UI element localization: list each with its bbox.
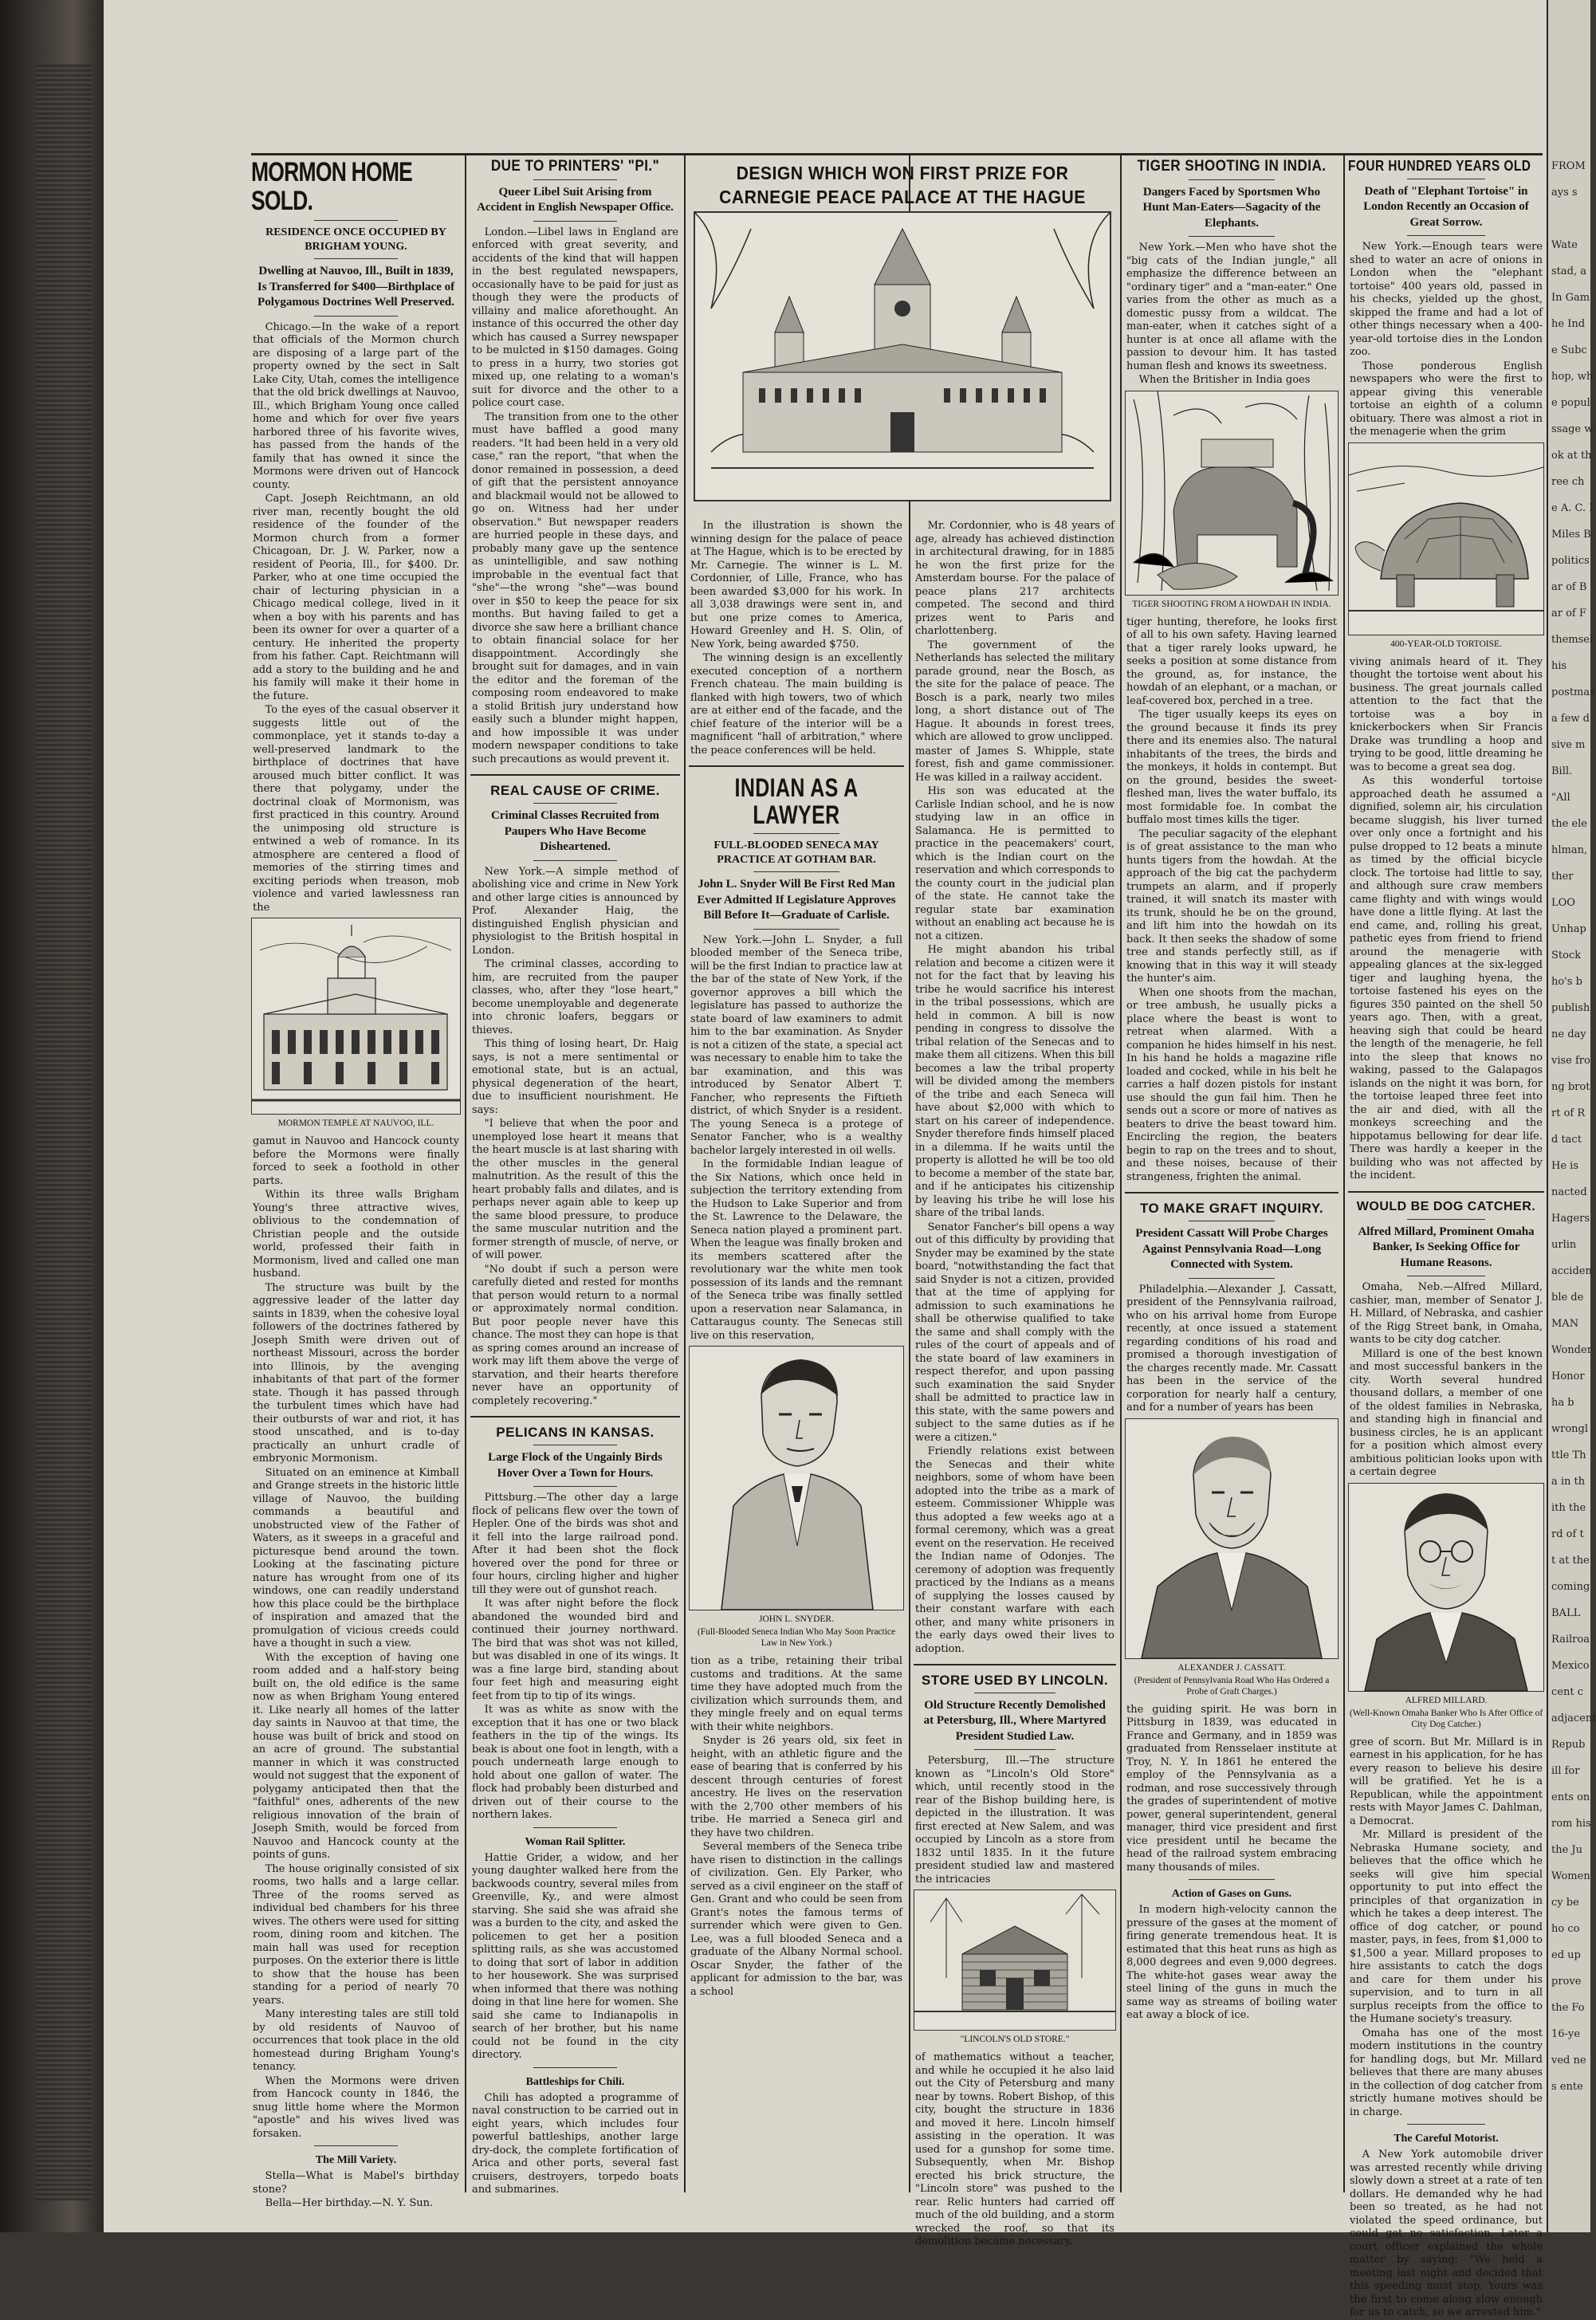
paragraph: In modern high-velocity cannon the pressure of the gases at the moment of firing generate tremendous heat. It is estimated that this heat runs as high as 8,000 degrees and even 9,000 degrees. The white-hot gases wear away the steel lining of the guns in much the same way as streams of boiling water eat away a block of ice. bbox=[1126, 1904, 1337, 2022]
tortoise-illustration bbox=[1348, 442, 1544, 635]
paragraph: Pittsburg.—The other day a large flock of pelicans flew over the town of Hepler. One of the birds was shot and it fell into the large railroad pond. After it had been shot the flock hovered over the pond for three or four hours, circling higher and higher till they were out of gunshot reach. bbox=[472, 1492, 678, 1596]
paragraph: Philadelphia.—Alexander J. Cassatt, president of the Pennsylvania railroad, who on his arrival home from Europe recently, at once issued a statement regarding conditions of his road and promised a thorough investigation of the charges recently made. Mr. Cassatt has been in the service of the corporation for nearly half a century, and for a number of years has been bbox=[1126, 1283, 1337, 1414]
caption-millard-detail: (Well-Known Omaha Banker Who Is After Office of City Dog Catcher.) bbox=[1349, 1708, 1543, 1729]
paragraph: Bella—Her birthday.—N. Y. Sun. bbox=[265, 2197, 434, 2210]
paragraph: The transition from one to the other must have baffled a good many readers. "It had been held in a very old case," ran the report, "that when the donor remained in possession, a deed of gift that the persistent annoyance and blackmail would not be allowed to go on. Witness had her under observation." But newspaper readers are hurried people in these days, and probably many gave up the sentence as unintelligible, and saw nothing improbable in the eventual fact that "she"—the wrong "she"—was bound over in $50 to keep the peace for six months. But having failed to get a divorce she saw here a brilliant chance to obtain financial solace for her disappointment. Accordingly she brought suit for damages, and in vain the editor and the foreman of the composing room endeavored to make a stolid British jury understand how easily such a blunder might happen, and how impossible it was under modern newspaper conditions to take such precautions as would prevent it. bbox=[472, 411, 678, 765]
cassatt-portrait bbox=[1125, 1418, 1339, 1659]
paragraph: Chicago.—In the wake of a report that officials of the Mormon church are disposing of a large part of the property owned by the sect in Salt Lake City, Utah, comes the intelligence that the old brick dwellings at Nauvoo, Ill., which Brigham Young once called home and which for over five years harbored three of his favorite wives, has passed from the hands of the family that has owned it since the Mormons were driven out of Hancock county. bbox=[253, 320, 459, 491]
paragraph: London.—Libel laws in England are enforced with great severity, and accidents of the kind that will happen in the best regulated newspapers, occasionally have to be paid for just as though they were the products of villainy and malice aforethought. An instance of this occurred the other day which has caused a Surrey newspaper to be mulcted in $150 damages. Going to press in a hurry, two stories got mixed up, one relating to a woman's suit for divorce and the other to a police court case. bbox=[472, 226, 678, 410]
paragraph: When the Britisher in India goes bbox=[1138, 374, 1311, 387]
paragraph: Chili has adopted a programme of naval construction to be carried out in eight years, which includes four powerful battleships, another large dry-dock, the complete fortification of Arica and other ports, several fast cruisers, destroyers, torpedo boats and submarines. bbox=[472, 2091, 678, 2196]
adjacent-page-text-fragment: 16-ye bbox=[1551, 2028, 1580, 2040]
adjacent-page-text-fragment: politics bbox=[1551, 555, 1590, 567]
adjacent-page-text-fragment: FROM bbox=[1551, 160, 1586, 172]
adjacent-page-text-fragment: ok at th bbox=[1551, 450, 1592, 462]
paragraph: Millard is one of the best known and most successful bankers in the city. Worth several hundred thousand dollars, a member of one of the oldest families in Nebraska, and standing high in financial and business circles, he is an applicant for a position which almost every ambitious politician looks upon with a certain degree bbox=[1350, 1347, 1543, 1479]
paragraph: A New York automobile driver was arrested recently while driving slowly down a street at a rate of ten dollars. He demanded why he had been so treated, as he had not violated the speed ordinance, but could get no satisfaction. Later a court officer explained the whole matter by saying: "We held a meeting last night and decided that this speeding must stop. Yours was the first to come along slow enough for us to catch, so we arrested him." bbox=[1350, 2149, 1543, 2319]
column-tortoise bbox=[1348, 155, 1544, 2319]
headline-real-cause-of-crime: REAL CAUSE OF CRIME. bbox=[490, 783, 660, 799]
adjacent-page-text-fragment: rd of t bbox=[1551, 1528, 1584, 1540]
deck-tortoise: Death of "Elephant Tortoise" in London Recently an Occasion of Great Sorrow. bbox=[1363, 184, 1529, 229]
headline-dog-catcher: WOULD BE DOG CATCHER. bbox=[1356, 1199, 1536, 1213]
column-rule bbox=[1120, 155, 1122, 2192]
caption-lincoln-store: "LINCOLN'S OLD STORE." bbox=[960, 2035, 1070, 2045]
paragraph: Within its three walls Brigham Young's three attractive wives, oblivious to the condemnation of Christian people and the outside world, professed their faith in Mormonism, lived and called one man husband. bbox=[253, 1189, 459, 1280]
paragraph: Hattie Grider, a widow, and her young daughter walked here from the backwoods country, several miles from Greenville, Ky., and were almost starving. She said she was afraid she was a burden to the city, and asked the policemen to get her a position splitting rails, as she was accustomed to doing that sort of labor in addition to her housework. She was surprised when informed that there was nothing doing in that line here for women. She said she came to Indianapolis in search of her brother, but his name could not be found in the city directory. bbox=[472, 1851, 678, 2062]
paragraph: viving animals heard of it. They thought the tortoise went about his business. The great journals called attention to the fact that the tortoise was a boy in knickerbockers when Sir Francis Drake was trundling a hoop and trying to be good, little dreaming he was to become a great sea dog. bbox=[1350, 655, 1543, 773]
paragraph: gree of scorn. But Mr. Millard is in earnest in his application, for he has every reason to believe his desire will be gratified. Yet he is a Republican, while the appointment rests with Mayor James C. Dahlman, a Democrat. bbox=[1350, 1736, 1543, 1827]
adjacent-page-text-fragment: the ele bbox=[1551, 818, 1587, 830]
deck-graft-inquiry: President Cassatt Will Probe Charges Against Pennsylvania Road—Long Connected with System. bbox=[1135, 1227, 1328, 1272]
paragraph: Snyder is 26 years old, six feet in height, with an athletic figure and the ease of bearing that is conferred by his descent through centuries of forest ancestry. He lives on the reservation with the 2,700 other members of his tribe. He married a Seneca girl and they have two children. bbox=[690, 1735, 902, 1839]
binding-stitching bbox=[36, 64, 92, 2200]
adjacent-page-text-fragment: ar of B bbox=[1551, 581, 1587, 593]
adjacent-page-text-fragment: Mexico bbox=[1551, 1660, 1590, 1672]
deck-indian-lawyer: FULL-BLOODED SENECA MAY PRACTICE AT GOTHAM BAR. bbox=[713, 840, 879, 866]
john-snyder-portrait bbox=[689, 1346, 904, 1610]
adjacent-page-text-fragment: prove bbox=[1551, 1976, 1582, 1988]
adjacent-page-text-fragment: ho co bbox=[1551, 1923, 1580, 1935]
column-rule bbox=[684, 155, 686, 2192]
carnegie-peace-palace-feature bbox=[689, 155, 1116, 490]
paragraph: New York.—A simple method of abolishing vice and crime in New York and other large cities is announced by Prof. Alexander Haig, the distinguished English physician and physiologist to the British hospital in London. bbox=[472, 865, 678, 957]
headline-pelicans-in-kansas: PELICANS IN KANSAS. bbox=[496, 1425, 655, 1441]
paragraph: He might abandon his tribal relation and become a citizen were it not for the fact that by leaving his tribe he would sacrifice his interest in the tribal possessions, which are held in common. A bill is now pending in congress to dissolve the tribal relation of the Senecas and to make them all citizens. When this bill becomes a law the tribal property will be divided among the members of the tribe and each Seneca will have about $2,000 with which to start on his career of independence. Snyder therefore finds himself placed in a dilemma. If he waits until the property is allotted he will be too old to become a member of the state bar, and if he anticipates his citizenship by leaving his tribe he will lose his share of the tribal lands. bbox=[915, 944, 1114, 1219]
paragraph: In the illustration is shown the winning design for the palace of peace at The Hague, which is to be erected by Mr. Carnegie. The winner is L. M. Cordonnier, of Lille, France, who has been awarded $3,000 for his work. In all 3,038 drawings were sent in, and but one prize comes to America, Howard Greenley and H. S. Olin, of New York, being awarded $750. bbox=[690, 520, 902, 651]
column-printers-pi bbox=[470, 155, 680, 2196]
paragraph: The government of the Netherlands has selected the military parade ground, near the Bosch, as the site for the palace of peace. The Bosch is a park, nearly two miles long, a short distance out of The Hague. It abounds in forest trees, which are allowed to grow unclipped. bbox=[915, 639, 1114, 743]
deck-dog-catcher: Alfred Millard, Prominent Omaha Banker, Is Seeking Office for Humane Reasons. bbox=[1358, 1225, 1535, 1269]
subdeck-mormon-home: Dwelling at Nauvoo, Ill., Built in 1839, Is Transferred for $400—Birthplace of Polygamous Doctrines Well Preserved. bbox=[257, 265, 455, 309]
adjacent-page-text-fragment: Repub bbox=[1551, 1739, 1586, 1751]
paragraph: The peculiar sagacity of the elephant is of great assistance to the man who hunts tigers from the howdah. At the approach of the big cat the pachyderm trumpets an alarm, and if properly trained, it will snatch its master with its trunk, should he be on the ground, and lift him into the howdah on its back. It then seeks the shadow of some tree and stands perfectly still, as if knowing that in this way it will steady the hunter's aim. bbox=[1126, 828, 1337, 985]
adjacent-page-text-fragment: ar of F bbox=[1551, 608, 1586, 619]
paragraph: To the eyes of the casual observer it suggests little out of the commonplace, yet it stands to-day a well-preserved landmark to the birthplace of doctrines that have aroused much bitter conflict. It was there that polygamy, under the doctrinal cloak of Mormonism, was first practiced in this country. Around the unimposing old structure is entwined a web of romance. In its atmosphere are centered a flood of memories of the stirring times and exciting periods when treason, mob violence and varied lawlessness ran the bbox=[253, 704, 459, 914]
adjacent-page-text-fragment: Women bbox=[1551, 1870, 1590, 1882]
caption-john-snyder-detail: (Full-Blooded Seneca Indian Who May Soon Practice Law in New York.) bbox=[697, 1627, 896, 1649]
tiger-hunt-illustration bbox=[1125, 391, 1339, 596]
column-rule bbox=[1343, 155, 1345, 2192]
caption-cassatt-detail: (President of Pennsylvania Road Who Has Ordered a Probe of Graft Charges.) bbox=[1134, 1675, 1330, 1697]
adjacent-page-text-fragment: vise fro bbox=[1551, 1055, 1590, 1067]
paragraph: This thing of losing heart, Dr. Haig says, is not a mere sentimental or emotional state, but is an actual, physical degeneration of the heart, due to insufficient nourishment. He says: bbox=[472, 1038, 678, 1116]
paragraph: of mathematics without a teacher, and while he occupied it he also laid out the City of Petersburg and many near by towns. Robert Bishop, of this city, bought the structure in 1836 and moved it here. Lincoln himself assisting in the operation. It was used for a gunshop for some time. Subsequently, when Mr. Bishop erected his brick structure, the "Lincoln store" was pushed to the rear. Relic hunters had carried off much of the old building, and a storm wrecked the roof, so that its demolition became necessary. bbox=[915, 2051, 1114, 2248]
caption-tiger-howdah: TIGER SHOOTING FROM A HOWDAH IN INDIA. bbox=[1132, 599, 1331, 609]
deck-tiger-shooting: Dangers Faced by Sportsmen Who Hunt Man-Eaters—Sagacity of the Elephants. bbox=[1142, 185, 1321, 230]
paragraph: New York.—Men who have shot the "big cats of the Indian jungle," all emphasize the difference between an "ordinary tiger" and a "man-eater." One varies from the other as much as a domestic pussy from a wildcat. The man-eater, when it catches sight of a hunter is at once all aflame with the passion to devour him. It has tasted human flesh and knows its sweetness. bbox=[1126, 242, 1337, 372]
adjacent-page-text-fragment: Honor bbox=[1551, 1370, 1585, 1382]
adjacent-page-text-fragment: ill for bbox=[1551, 1765, 1580, 1777]
paragraph: It was as white as snow with the exception that it has one or two black feathers in the tip of the wings. Its beak is about one foot in length, with a pouch underneath large enough to hold about one gallon of water. The flock had probably been disturbed and driven out of their course to the northern lakes. bbox=[472, 1704, 678, 1822]
paragraph: With the exception of having one room added and a half-story being built on, the old edifice is the same now as when Brigham Young entered it. Like nearly all homes of the latter day saints in Nauvoo at that time, the house was built of brick and stood on an acre of ground. The substantial manner in which it was constructed would not suggest that the exponent of polygamy anticipated then that the "faithful" ones, adherents of the new religious innovation of the brain of Joseph Smith, would be forced from Nauvoo and Hancock county at the points of guns. bbox=[253, 1651, 459, 1862]
paragraph: tiger hunting, therefore, he looks first of all to his own safety. Having learned that a tiger rarely looks upward, he seeks a position at some distance from the ground, as, for instance, the howdah of an elephant, or a machan, or leaf-covered box, perched in a tree. bbox=[1126, 615, 1337, 707]
headline-careful-motorist: The Careful Motorist. bbox=[1394, 2133, 1499, 2145]
adjacent-page-text-fragment: Railroa bbox=[1551, 1634, 1590, 1646]
adjacent-page-text-fragment: ents on bbox=[1551, 1791, 1590, 1803]
deck-printers-pi: Queer Libel Suit Arising from Accident in English Newspaper Office. bbox=[477, 185, 674, 214]
adjacent-page-text-fragment: "All bbox=[1551, 792, 1570, 804]
adjacent-page-text-fragment: ith the bbox=[1551, 1502, 1586, 1514]
adjacent-page-text-fragment: ved ne bbox=[1551, 2055, 1586, 2066]
headline-store-used-by-lincoln: STORE USED BY LINCOLN. bbox=[921, 1673, 1109, 1688]
adjacent-page-text-fragment: he Ind bbox=[1551, 318, 1586, 330]
adjacent-page-text-fragment: ng brot bbox=[1551, 1081, 1590, 1093]
deck-lincoln-store: Old Structure Recently Demolished at Petersburg, Ill., Where Martyred President Studied Law. bbox=[923, 1698, 1107, 1743]
adjacent-page-text-fragment: e A. C. I bbox=[1551, 502, 1594, 514]
paragraph: The tiger usually keeps its eyes on the ground because it finds its prey there and its enemies also. The natural inhabitants of the trees, the birds and the monkeys, it holds in contempt. But on the ground, besides the sweet-fleshed man, lives the water buffalo, its most formidable foe. In combat the buffalo most times kills the tiger. bbox=[1126, 709, 1337, 827]
adjacent-page-text-fragment: BALL bbox=[1551, 1607, 1581, 1619]
headline-woman-rail-splitter: Woman Rail Splitter. bbox=[525, 1835, 626, 1848]
peace-palace-illustration bbox=[694, 211, 1111, 501]
headline-printers-pi: DUE TO PRINTERS' "PI." bbox=[490, 158, 660, 175]
adjacent-page-text-fragment: He is bbox=[1551, 1160, 1578, 1172]
paragraph: Stella—What is Mabel's birthday stone? bbox=[253, 2170, 459, 2196]
paragraph: Mr. Cordonnier, who is 48 years of age, already has achieved distinction in architectural drawing, for in 1885 he won the first prize for the Amsterdam bourse. For the palace of peace plans 217 architects competed. The second and third prizes went to Paris and charlottenberg. bbox=[915, 520, 1114, 637]
headline-tiger-shooting: TIGER SHOOTING IN INDIA. bbox=[1137, 158, 1327, 175]
deck-pelicans: Large Flock of the Ungainly Birds Hover Over a Town for Hours. bbox=[488, 1451, 662, 1480]
paragraph: Omaha has one of the most modern institutions in the country for handling dogs, but Mr. Millard believes that there are many abuses in the collection of dog catcher from strictly humane motives should be in charge. bbox=[1350, 2027, 1543, 2118]
adjacent-page-text-fragment: Bill. bbox=[1551, 765, 1573, 777]
paragraph: Capt. Joseph Reichtmann, an old river man, recently bought the old residence of the founder of the Mormon church from a former Chicagoan, Dr. J. W. Parker, now a resident of Peoria, Ill., for $400. Dr. Parker, who at one time occupied the chair of lecturing physician in a Chicago medical college, lived in it when a boy with his parents and has been its owner for over a quarter of a century. He inherited the property from his father. Capt. Reichtmann will add a story to the building and he and his family will make it their home in the future. bbox=[253, 493, 459, 702]
paragraph: "No doubt if such a person were carefully dieted and rested for months that person would return to a normal or approximately normal condition. But poor people never have this chance. The most they can hope is that as spring comes around an increase of work may lift them above the verge of starvation, and their hearts therefore never have an opportunity of completely recovering." bbox=[472, 1263, 678, 1407]
adjacent-page-text-fragment: a in th bbox=[1551, 1476, 1586, 1488]
paragraph: master of James S. Whipple, state forest, fish and game commissioner. He was killed in a railway accident. bbox=[915, 745, 1114, 784]
caption-tortoise: 400-YEAR-OLD TORTOISE. bbox=[1390, 639, 1502, 649]
adjacent-page-text-fragment: a few d bbox=[1551, 713, 1590, 725]
paragraph: The structure was built by the aggressive leader of the latter day saints in 1839, when the cohesive loyal followers of the doctrines fathered by Joseph Smith were driven out of northeast Missouri, across the border into Illinois, by the avenging inhabitants of that part of the former state. Though it has passed through the turbulent times which have had their outbursts of war and riot, it has stood unscathed, and is to-day practically an unhurt cradle of embryonic Mormonism. bbox=[253, 1281, 459, 1465]
adjacent-page-text-fragment: LOO bbox=[1551, 897, 1575, 909]
column-rule bbox=[465, 155, 466, 2192]
adjacent-page-text-fragment: d tact bbox=[1551, 1134, 1582, 1146]
paragraph: Those ponderous English newspapers who were the first to appear giving this venerable tortoise an eighth of a column obituary. There was almost a riot in the menagerie when the grim bbox=[1350, 360, 1543, 438]
paragraph: the guiding spirit. He was born in Pittsburg in 1839, was educated in France and Germany, and in 1859 was graduated from Rensselaer institute at Troy, N. Y. In 1861 he entered the employ of the Pennsylvania as a rodman, and rose successively through the grades of superintendent of motive power, general superintendent, general manager, third vice president and first vice president until he became the head of the railroad system embracing many thousands of miles. bbox=[1126, 1703, 1337, 1874]
paragraph: His son was educated at the Carlisle Indian school, and he is now studying law in an office in Salamanca. He is permitted to practice in the peacemakers' court, which is the Indian court on the reservation and which corresponds to the county court in the judicial plan of the state. He cannot take the regular state bar examination without an enabling act because he is not a citizen. bbox=[915, 785, 1114, 942]
adjacent-page-text-fragment: ssage w bbox=[1551, 423, 1594, 435]
paragraph: It was after night before the flock abandoned the wounded bird and continued their journey northward. The bird that was shot was not killed, but was disabled in one of its wings. It was a fine large bird, standing about four feet high and measuring eight feet from tip to tip of its wings. bbox=[472, 1598, 678, 1702]
paragraph: gamut in Nauvoo and Hancock county before the Mormons were finally forced to seek a foothold in other parts. bbox=[253, 1135, 459, 1187]
caption-cassatt: ALEXANDER J. CASSATT. bbox=[1177, 1662, 1286, 1673]
column-mormon-home bbox=[251, 155, 461, 2210]
paragraph: When the Mormons were driven from Hancock county in 1846, the snug little home where the Mormon "apostle" and his wives lived was forsaken. bbox=[253, 2074, 459, 2140]
adjacent-page-text-fragment: adjacent bbox=[1551, 1712, 1596, 1724]
headline-action-of-gases: Action of Gases on Guns. bbox=[1171, 1888, 1292, 1901]
adjacent-page-text-fragment: postmas bbox=[1551, 686, 1595, 698]
adjacent-page-text-fragment: e popul bbox=[1551, 397, 1590, 409]
adjacent-page-text-fragment: hop, wh bbox=[1551, 371, 1594, 383]
column-indian-lawyer bbox=[689, 520, 904, 2192]
adjacent-page-text-fragment: Unhap bbox=[1551, 923, 1586, 935]
headline-mill-variety: The Mill Variety. bbox=[315, 2154, 397, 2167]
caption-john-snyder: JOHN L. SNYDER. bbox=[759, 1614, 834, 1625]
adjacent-page-text-fragment: ther bbox=[1551, 871, 1574, 883]
adjacent-page-text-fragment: wrongl bbox=[1551, 1423, 1589, 1435]
lincoln-store-illustration bbox=[914, 1889, 1116, 2031]
adjacent-page-text-fragment: ed up bbox=[1551, 1949, 1581, 1961]
headline-carnegie-1: DESIGN WHICH WON FIRST PRIZE FOR bbox=[736, 163, 1069, 183]
adjacent-page-text-fragment: Wate bbox=[1551, 239, 1578, 251]
adjacent-page-text-fragment: ble de bbox=[1551, 1292, 1584, 1304]
paragraph: tion as a tribe, retaining their tribal customs and traditions. At the same time they have adopted much from the civilization which surrounds them, and they mingle freely and on equal terms with their white neighbors. bbox=[690, 1655, 902, 1733]
adjacent-page-text-fragment: rt of R bbox=[1551, 1107, 1586, 1119]
column-tiger-shooting bbox=[1125, 155, 1339, 2192]
adjacent-page-text-fragment: In Gam bbox=[1551, 292, 1590, 304]
adjacent-page-text-fragment: acciden bbox=[1551, 1265, 1592, 1277]
headline-indian-as-a-lawyer: INDIAN AS A LAWYER bbox=[734, 773, 859, 829]
deck-real-cause: Criminal Classes Recruited from Paupers Who Have Become Disheartened. bbox=[491, 809, 659, 854]
adjacent-page-text-fragment: sive m bbox=[1551, 739, 1586, 751]
paragraph: Situated on an eminence at Kimball and Grange streets in the historic little village of Nauvoo, the building commands a beautiful and unobstructed view of the Father of Waters, as it sweeps in a graceful and picturesque bend around the town. Looking at the fascinating picture nature has wrought from one of its windows, one can readily understand how this place could be the birthplace of inspiration and amazed that the promulgation of vicious creeds could have a thought in such a view. bbox=[253, 1466, 459, 1650]
adjacent-page-text-fragment: cy be bbox=[1551, 1897, 1579, 1909]
adjacent-page-text-fragment: ttle Th bbox=[1551, 1449, 1586, 1461]
adjacent-page-edge bbox=[1547, 0, 1596, 2232]
paragraph: When one shoots from the machan, or tree ambush, he usually picks a place where the beast is wont to retreat when alarmed. With a companion he hides himself in his nest. In his hand he holds a magazine rifle loaded and cocked, while in his belt he carries a half dozen pistols for instant use should the gun fail him. Then he sends out a score or more of natives as beaters to drive the beast toward him. Encircling the region, the beaters begin to rap on the trees and to shout, and these noises, because of their strangeness, frighten the animal. bbox=[1126, 986, 1337, 1183]
adjacent-page-text-fragment: e Subc bbox=[1551, 344, 1587, 356]
article-body bbox=[253, 321, 459, 915]
adjacent-page-text-fragment: the Fo bbox=[1551, 2002, 1585, 2014]
adjacent-page-text-fragment: the Ju bbox=[1551, 1844, 1583, 1856]
paragraph: Petersburg, Ill.—The structure known as "Lincoln's Old Store" which, until recently stood in the rear of the Bishop building here, is depicted in the illustration. It was first erected at New Salem, and was occupied by Lincoln as a store from 1832 until 1835. In it the future president studied law and mastered the intricacies bbox=[915, 1755, 1114, 1885]
column-lincoln-store bbox=[914, 520, 1116, 2248]
adjacent-page-text-fragment: nacted bbox=[1551, 1186, 1587, 1198]
caption-mormon-temple: MORMON TEMPLE AT NAUVOO, ILL. bbox=[277, 1119, 434, 1129]
adjacent-page-text-fragment: ho's b bbox=[1551, 976, 1582, 988]
adjacent-page-text-fragment: ree ch bbox=[1551, 476, 1585, 488]
paragraph: Friendly relations exist between the Senecas and their white neighbors, some of whom have been adopted into the tribe as a mark of esteem. Commissioner Whipple was thus adopted a few weeks ago at a formal ceremony, which was a great event on the reservation. He received the Indian name of Odonjes. The ceremony of adoption was frequently practiced by the Indians as a means of supplying the losses caused by their constant warfare with each other, and many white prisoners in the early days owed their lives to adoption. bbox=[915, 1445, 1114, 1655]
adjacent-page-text-fragment: ha b bbox=[1551, 1397, 1574, 1409]
adjacent-page-text-fragment: Hagers bbox=[1551, 1213, 1590, 1225]
adjacent-page-text-fragment: cent c bbox=[1551, 1686, 1583, 1698]
adjacent-page-text-fragment: t at the bbox=[1551, 1555, 1590, 1567]
paragraph: The winning design is an excellently executed conception of a northern French chateau. The main building is flanked with high towers, two of which are at either end of the facade, and the chief feature of the interior will be a magnificent "hall of arbitration," where the peace conferences will be held. bbox=[690, 652, 902, 757]
adjacent-page-text-fragment: stad, a bbox=[1551, 265, 1586, 277]
article-body-continued bbox=[253, 1135, 459, 2141]
caption-millard: ALFRED MILLARD. bbox=[1405, 1695, 1488, 1705]
adjacent-page-text-fragment: hlman, bbox=[1551, 844, 1588, 856]
adjacent-page-text-fragment: Stock bbox=[1551, 950, 1582, 961]
adjacent-page-text-fragment: rom his bbox=[1551, 1818, 1591, 1830]
book-binding bbox=[0, 0, 104, 2232]
paragraph: In the formidable Indian league of the Six Nations, which once held in subjection the territory extending from the Hudson to Lake Superior and from the St. Lawrence to the Delaware, the Seneca nation played a prominent part. When the league was finally broken and its members scattered after the revolutionary war the white men took possession of its lands and the remnant of the Seneca tribe was finally settled upon a reservation near Salamanca, in Cattaraugus county. The Senecas still live on this reservation, bbox=[690, 1158, 902, 1342]
paragraph: New York.—John L. Snyder, a full blooded member of the Seneca tribe, will be the first Indian to practice law at the bar of the state of New York, if the governor approves a bill which the legislature has passed to authorize the state board of law examiners to admit him to the bar examination. As Snyder is not a citizen of the state, a special act was necessary to enable him to take the bar examination, and this was introduced by Senator Albert T. Fancher, who represents the Fiftieth district, of which Snyder is a resident. The young Seneca is a protege of Senator Fancher, who is a wealthy bachelor largely interested in oil wells. bbox=[690, 934, 902, 1157]
headline-mormon-home: MORMON HOME SOLD. bbox=[251, 157, 413, 216]
paragraph: "I believe that when the poor and unemployed lose heart it means that the heart muscle is at last sharing with the other muscles in the general malnutrition. As the result of this the heart probably falls and dilates, and is perhaps never again able to keep up the same blood pressure, to produce the same muscular nutrition and the former strength of muscle, of nerve, or of will power. bbox=[472, 1118, 678, 1262]
mormon-temple-illustration bbox=[251, 918, 461, 1115]
adjacent-page-text-fragment: Miles B bbox=[1551, 529, 1591, 541]
paragraph: The house originally consisted of six rooms, two halls and a large cellar. Three of the rooms served as individual bed chambers for his three wives. The others were used for sitting room, dining room and kitchen. The main hall was used for reception purposes. On the exterior there is little to show that the house has been standing for a period of nearly 70 years. bbox=[253, 1862, 459, 2007]
paragraph: Omaha, Neb.—Alfred Millard, cashier, man, member of Senator J. H. Millard, of Nebraska, and cashier of the Rigg Street bank, in Omaha, wants to be city dog catcher. bbox=[1350, 1281, 1543, 1347]
deck-mormon-home: RESIDENCE ONCE OCCUPIED BY BRIGHAM YOUNG. bbox=[265, 226, 446, 253]
adjacent-page-text-fragment: publish bbox=[1551, 1002, 1590, 1014]
paragraph: As this wonderful tortoise approached death he assumed a dignified, solemn air, his circulation became sluggish, his liver turned over only once a fortnight and his pulse dropped to 12 beats a minute as timed by the official bicycle clock. The tortoise had little to say, and although sure craw members came flighty and with wings would have done a little flying. At last the end came, and, rolling his great, pathetic eyes from friend to friend around the menagerie with appealing glances at the six-legged tiger and laughing hyena, the tortoise fastened his eyes on the figures 350 painted on the shell 50 years ago. Then, with a great, heaving sigh that could be heard the length of the menagerie, he fell into the sleep that knows no waking, passed to the Galapagos islands on the night it was born, for the tortoise leaped three feet into the air and died, with all the monkeys screeching and the hippotamus bellowing for dear life. There was hardly a keeper in the building who was not affected by the incident. bbox=[1350, 775, 1543, 1182]
adjacent-page-text-fragment: ays s bbox=[1551, 187, 1578, 199]
paragraph: The criminal classes, according to him, are recruited from the pauper classes, who, after they "lose heart," become unemployable and degenerate into chronic loafers, beggars or thieves. bbox=[472, 958, 678, 1036]
paragraph: Several members of the Seneca tribe have risen to distinction in the callings of civilization. Gen. Ely Parker, who served as a civil engineer on the staff of Gen. Grant and who could be seen from Grant's notes the famous terms of surrender which were given to Gen. Lee, was a full blooded Seneca and a graduate of the Albany Normal school. Oscar Snyder, the father of the applicant for admission to the bar, was a school bbox=[690, 1841, 902, 1998]
adjacent-page-text-fragment: Wonder bbox=[1551, 1344, 1592, 1356]
headline-battleships-chili: Battleships for Chili. bbox=[525, 2075, 625, 2088]
paragraph: Mr. Millard is president of the Nebraska Humane society, and believes that the office which he seeks will give him special opportunity to put into effect the principles of that organization in which he takes a deep interest. The office of dog catcher, or pound master, pays, in fees, from $1,000 to $1,500 a year. Millard proposes to hire assistants to catch the dogs and care for them under his supervision, and to turn in all surplus receipts from the office to the Humane society's treasury. bbox=[1350, 1829, 1543, 2026]
adjacent-page-text-fragment: s ente bbox=[1551, 2081, 1583, 2093]
headline-graft-inquiry: TO MAKE GRAFT INQUIRY. bbox=[1139, 1201, 1324, 1217]
headline-four-hundred-years-old: FOUR HUNDRED YEARS OLD bbox=[1348, 158, 1531, 174]
paragraph: New York.—Enough tears were shed to water an acre of onions in London when the "elephant tortoise" 400 years old, passed in his checks, yielded up the ghost, skipped the frame and had a lot of other things necessary when a 400-year-old tortoise dies in the London zoo. bbox=[1350, 241, 1543, 359]
subdeck-indian-lawyer: John L. Snyder Will Be First Red Man Ever Admitted If Legislature Approves Bill Before It—Graduate of Carlisle. bbox=[697, 878, 896, 922]
adjacent-page-text-fragment: ne day bbox=[1551, 1028, 1586, 1040]
adjacent-page-text-fragment: urlin bbox=[1551, 1239, 1577, 1251]
adjacent-page-text-fragment: MAN bbox=[1551, 1318, 1579, 1330]
adjacent-page-text-fragment: coming bbox=[1551, 1581, 1590, 1593]
headline-carnegie-2: CARNEGIE PEACE PALACE AT THE HAGUE bbox=[719, 187, 1086, 208]
paragraph: Senator Fancher's bill opens a way out of this difficulty by providing that Snyder may be examined by the state board, "notwithstanding the fact that said Snyder is not a citizen, provided that at the time of applying for admission to such examinations he shall be otherwise qualified to take the same and shall comply with the rules of the court of appeals and of the state board of law examiners in respect therefor, and upon passing such examination the said Snyder shall be admitted to practice law in this state, with the same powers and subject to the same duties as if he were a citizen." bbox=[915, 1221, 1114, 1444]
adjacent-page-text-fragment: themsel bbox=[1551, 634, 1594, 646]
alfred-millard-portrait bbox=[1348, 1483, 1544, 1692]
adjacent-page-text-fragment: his bbox=[1551, 660, 1567, 672]
paragraph: Many interesting tales are still told by old residents of Nauvoo of occurrences that took place in the old homestead during Brigham Young's tenancy. bbox=[253, 2008, 459, 2074]
